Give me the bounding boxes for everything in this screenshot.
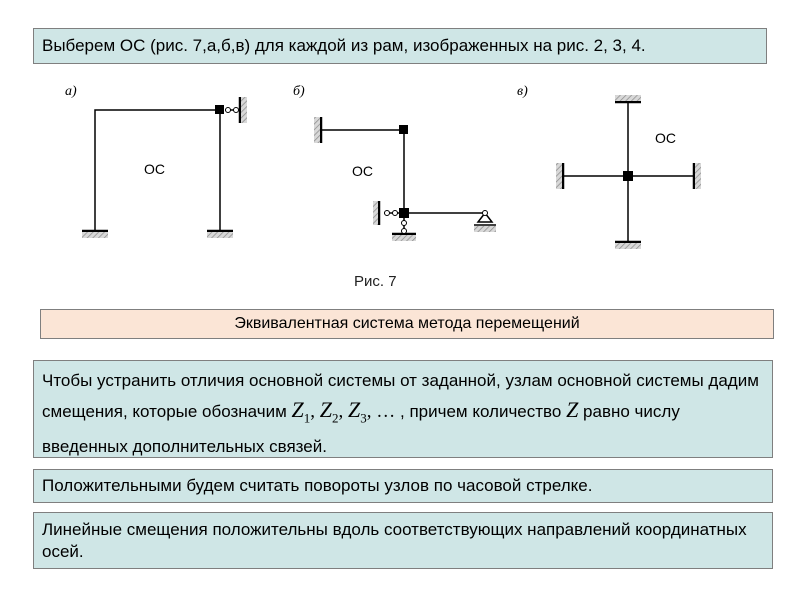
- os-label-c: ОС: [655, 130, 676, 146]
- hatch-a-left: [82, 232, 108, 238]
- hinge-b-1: [385, 211, 390, 216]
- hatch-c-bottom: [615, 243, 641, 249]
- paragraph-1-text-a: Чтобы устранить отличия основной системы от заданной, узлам основной системы дадим смещения, которые обозначим: [42, 371, 759, 421]
- hatch-a-right: [207, 232, 233, 238]
- section-title: Эквивалентная система метода перемещений: [234, 315, 580, 332]
- panel-a-label: а): [65, 84, 77, 99]
- z-letter: Z: [319, 397, 333, 422]
- hinge-b-5: [483, 211, 488, 216]
- panel-c: [517, 84, 701, 249]
- panel-b: [293, 84, 496, 241]
- z1-symbol: [291, 397, 311, 426]
- hatch-b-bottom: [392, 235, 416, 241]
- node-b-bottom: [399, 208, 409, 218]
- panel-b-label: б): [293, 84, 305, 99]
- section-title-box: [40, 309, 774, 339]
- z-subscript-1: 1: [303, 410, 311, 426]
- hatch-a-wall: [241, 97, 247, 123]
- z-letter: Z: [291, 397, 304, 422]
- hinge-b-2: [393, 211, 398, 216]
- paragraph-displacements: [33, 360, 773, 458]
- panel-a: [65, 84, 247, 238]
- node-b-top: [399, 125, 408, 134]
- node-a: [215, 105, 224, 114]
- figure-7: [0, 70, 800, 300]
- hinge-a-2: [234, 108, 239, 113]
- node-c: [623, 171, 633, 181]
- hatch-b-top: [314, 117, 320, 143]
- hatch-c-right: [695, 163, 701, 189]
- paragraph-1-text-c: равно числу введенных дополнительных связей.: [42, 402, 680, 457]
- hinge-b-3: [402, 221, 407, 226]
- hatch-b-right: [474, 226, 496, 232]
- panel-c-label: в): [517, 84, 528, 99]
- paragraph-rotation-sign: [33, 469, 773, 503]
- paragraph-2-text: Положительными будем считать повороты узлов по часовой стрелке.: [42, 476, 593, 495]
- z-subscript-3: 3: [360, 410, 367, 426]
- hatch-b-left: [373, 201, 378, 225]
- figure-caption: Рис. 7: [354, 273, 397, 290]
- z2-symbol: [319, 397, 339, 426]
- comma-2: ,: [338, 401, 349, 422]
- paragraph-linear-sign: [33, 512, 773, 569]
- comma-1: ,: [310, 401, 320, 422]
- hinge-a-1: [226, 108, 231, 113]
- ellipsis: …: [376, 401, 396, 422]
- os-label-b: ОС: [352, 163, 373, 179]
- os-label-a: ОС: [144, 161, 165, 177]
- title-box: [33, 28, 767, 64]
- title-text: Выберем ОС (рис. 7,а,б,в) для каждой из рам, изображенных на рис. 2, 3, 4.: [42, 36, 646, 55]
- paragraph-1-text-b: , причем количество: [395, 402, 567, 421]
- comma-3: ,: [366, 401, 377, 422]
- z-symbol: Z: [566, 397, 579, 422]
- paragraph-3-text: Линейные смещения положительны вдоль соответствующих направлений координатных осей.: [42, 520, 747, 561]
- hatch-c-left: [556, 163, 562, 189]
- hatch-c-top: [615, 95, 641, 101]
- z3-symbol: [348, 397, 367, 426]
- z-subscript-2: 2: [332, 410, 339, 426]
- z-letter: Z: [348, 397, 361, 422]
- hinge-b-4: [402, 229, 407, 234]
